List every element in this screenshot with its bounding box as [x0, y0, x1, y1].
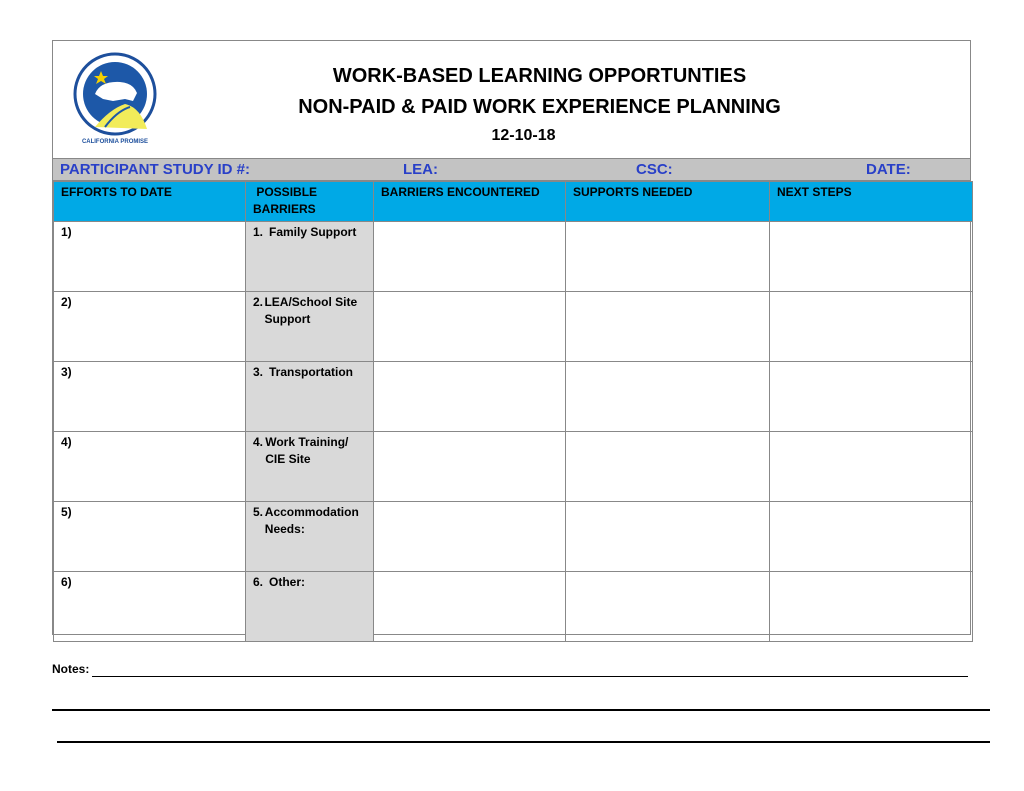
effort-cell[interactable]: 4) — [54, 432, 246, 502]
barrier-cell — [246, 572, 374, 642]
notes-line-2[interactable] — [52, 709, 990, 711]
supports-needed-cell[interactable] — [566, 222, 770, 292]
barriers-encountered-cell[interactable] — [374, 222, 566, 292]
csc-label: CSC: — [636, 161, 673, 178]
next-steps-cell[interactable] — [770, 222, 973, 292]
barrier-number: 6. — [253, 575, 264, 589]
table-row — [54, 292, 973, 362]
next-steps-cell[interactable] — [770, 432, 973, 502]
barrier-number: 4. — [253, 435, 264, 449]
table-row — [54, 362, 973, 432]
notes-line[interactable] — [92, 676, 968, 677]
barriers-encountered-cell[interactable] — [374, 502, 566, 572]
table-row — [54, 222, 973, 292]
barrier-label: Other: — [269, 575, 305, 589]
barrier-number: 1. — [253, 225, 264, 239]
effort-cell[interactable]: 3) — [54, 362, 246, 432]
table-row — [54, 572, 973, 642]
next-steps-cell[interactable] — [770, 572, 973, 642]
barrier-label: Transportation — [269, 365, 354, 379]
lea-label: LEA: — [403, 161, 438, 178]
supports-needed-cell[interactable] — [566, 502, 770, 572]
effort-cell[interactable]: 6) — [54, 572, 246, 642]
table-header-row — [54, 182, 973, 222]
notes-label: Notes: — [52, 662, 90, 676]
barriers-encountered-cell[interactable] — [374, 292, 566, 362]
title-line-1: WORK-BASED LEARNING OPPORTUNTIES — [332, 65, 747, 87]
participant-id-label: PARTICIPANT STUDY ID #: — [60, 161, 251, 178]
col-supports-needed: SUPPORTS NEEDED — [566, 182, 770, 222]
supports-needed-cell[interactable] — [566, 292, 770, 362]
col-efforts: EFFORTS TO DATE — [54, 182, 246, 222]
effort-cell[interactable]: 1) — [54, 222, 246, 292]
table-row — [54, 502, 973, 572]
info-bar — [53, 158, 970, 181]
barrier-label: Accommodation Needs: — [264, 505, 359, 536]
form-header — [53, 41, 970, 158]
next-steps-cell[interactable] — [770, 502, 973, 572]
barrier-cell — [246, 292, 374, 362]
svg-text:CALIFORNIA PROMISE: CALIFORNIA PROMISE — [81, 139, 149, 145]
form-date: 12-10-18 — [491, 127, 556, 144]
supports-needed-cell[interactable] — [566, 362, 770, 432]
barrier-number: 5. — [253, 505, 264, 519]
col-next-steps: NEXT STEPS — [770, 182, 973, 222]
planning-table — [53, 181, 973, 642]
barriers-encountered-cell[interactable] — [374, 432, 566, 502]
col-possible-barriers: POSSIBLE BARRIERS — [246, 182, 374, 222]
notes-line-3[interactable] — [57, 741, 990, 743]
title-line-2: NON-PAID & PAID WORK EXPERIENCE PLANNING — [298, 96, 781, 118]
barrier-cell — [246, 502, 374, 572]
barrier-number: 2. — [253, 295, 264, 309]
effort-cell[interactable]: 2) — [54, 292, 246, 362]
table-row — [54, 432, 973, 502]
barriers-encountered-cell[interactable] — [374, 362, 566, 432]
barrier-label: LEA/School Site Support — [264, 295, 358, 326]
barrier-label: Work Training/ CIE Site — [265, 435, 349, 466]
barrier-number: 3. — [253, 365, 264, 379]
next-steps-cell[interactable] — [770, 362, 973, 432]
barrier-cell — [246, 222, 374, 292]
barrier-cell — [246, 432, 374, 502]
next-steps-cell[interactable] — [770, 292, 973, 362]
form-frame — [52, 40, 971, 635]
barriers-encountered-cell[interactable] — [374, 572, 566, 642]
date-label: DATE: — [866, 161, 911, 178]
barrier-cell — [246, 362, 374, 432]
effort-cell[interactable]: 5) — [54, 502, 246, 572]
supports-needed-cell[interactable] — [566, 572, 770, 642]
supports-needed-cell[interactable] — [566, 432, 770, 502]
col-barriers-encountered: BARRIERS ENCOUNTERED — [374, 182, 566, 222]
barrier-label: Family Support — [269, 225, 357, 239]
